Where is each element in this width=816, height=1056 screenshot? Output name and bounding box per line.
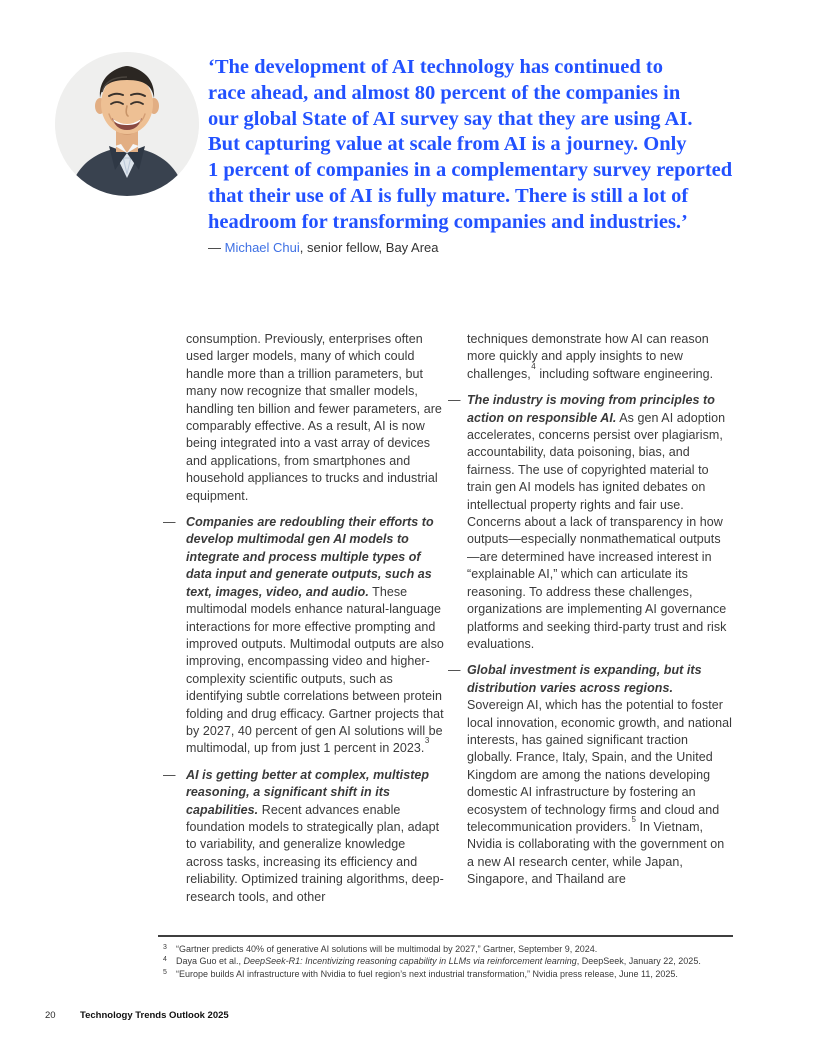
footnote-text: “Europe builds AI infrastructure with Nvidia to fuel region’s next industrial transformation,” Nvidia press release, June 11, 2025. <box>176 968 678 979</box>
quote-attribution <box>208 240 439 256</box>
pull-quote <box>208 55 773 236</box>
report-title: Technology Trends Outlook 2025 <box>80 1010 229 1021</box>
bullet-lead: Global investment is expanding, but its distribution varies across regions. <box>467 663 702 695</box>
attribution-dash: — <box>208 240 225 255</box>
footnote-marker-4: 4 <box>531 361 536 371</box>
bullet-rest: Recent advances enable foundation models to strategically plan, adapt to variability, and generalize knowledge across tasks, increasing its efficiency and reliability. Optimized training algorithms, deep-research tools, and other <box>186 802 444 904</box>
footnote-4 <box>163 955 741 967</box>
body-column-right <box>448 331 732 898</box>
footnote-text <box>176 955 701 967</box>
bullet-dash: — <box>448 393 461 408</box>
footnote-text: “Gartner predicts 40% of generative AI solutions will be multimodal by 2027,” Gartner, September 9, 2024. <box>176 944 598 954</box>
bullet-text <box>186 514 445 758</box>
bullet-text <box>467 392 732 653</box>
footnote-number: 5 <box>163 968 167 976</box>
author-role: , senior fellow, Bay Area <box>299 240 439 255</box>
quote-line: our global State of AI survey say that they are using AI. <box>208 107 693 130</box>
footnote-marker-5: 5 <box>631 814 636 824</box>
quote-line: headroom for transforming companies and industries.’ <box>208 210 688 233</box>
paragraph-text: techniques demonstrate how AI can reason more quickly and apply insights to new challenges, <box>467 332 709 381</box>
quote-line: ‘The development of AI technology has continued to <box>208 56 664 78</box>
footnote-number: 3 <box>163 944 167 951</box>
body-column-left <box>163 331 445 915</box>
quote-line: that their use of AI is fully mature. There is still a lot of <box>208 184 689 207</box>
bullet-dash: — <box>163 515 176 530</box>
footnote-citation-title: DeepSeek-R1: Incentivizing reasoning capability in LLMs via reinforcement learning <box>243 956 577 967</box>
bullet-responsible-ai <box>448 392 732 653</box>
footnote-5 <box>163 968 741 980</box>
bullet-dash: — <box>448 663 461 678</box>
bullet-multimodal <box>163 514 445 758</box>
page-footer <box>45 1010 229 1022</box>
quote-line: 1 percent of companies in a complementary survey reported <box>208 159 733 182</box>
footnotes <box>163 943 741 980</box>
footnote-divider <box>158 935 733 937</box>
bullet-global-investment <box>448 662 732 888</box>
footnote-number: 4 <box>163 956 167 964</box>
footnote-3 <box>163 943 741 955</box>
portrait-illustration <box>55 52 199 196</box>
page-number: 20 <box>45 1010 56 1021</box>
bullet-rest: Sovereign AI, which has the potential to foster local innovation, economic growth, and national interests, has gained significant traction globally. France, Italy, Spain, and the United Kingdom are among the nations developing domestic AI infrastructure by fostering an ecosystem of technology firms and cloud and telecommunication providers. <box>467 698 733 834</box>
bullet-lead: The industry is moving from principles to action on responsible AI. <box>467 393 715 425</box>
quote-line: But capturing value at scale from AI is a journey. Only <box>208 133 687 156</box>
paragraph-text: including software engineering. <box>535 366 714 381</box>
footnote-marker-3: 3 <box>424 736 430 746</box>
author-link[interactable]: Michael Chui <box>224 240 300 255</box>
bullet-text <box>186 767 445 906</box>
quote-line: race ahead, and almost 80 percent of the companies in <box>208 81 681 104</box>
footnote-text-part: Daya Guo et al., <box>176 956 244 967</box>
paragraph-continuation: consumption. Previously, enterprises often used larger models, many of which could handle more than a trillion parameters, but many now recognize that smaller models, handling ten billion and fewer parameters, are comparably effective. As a result, AI is now being integrated into a vast array of devices and applications, from smartphones and household appliances to trucks and industrial equipment. <box>186 332 442 503</box>
portrait-photo <box>55 52 199 196</box>
bullet-lead: Companies are redoubling their efforts to develop multimodal gen AI models to integrate and process multiple types of data input and generate outputs, such as text, images, video, and audio. <box>186 515 434 599</box>
bullet-rest: As gen AI adoption accelerates, concerns persist over plagiarism, accountability, data poisoning, bias, and fairness. The use of copyrighted material to train gen AI models has ignited debates on intellectual property rights and fair use. Concerns about a lack of transparency in how outputs—especially nonmathematical outputs—are determined have increased interest in “explainable AI,” which can articulate its reasoning. To address these challenges, organizations are implementing AI governance platforms and seeking third-party trust and risk evaluations. <box>467 410 727 651</box>
bullet-rest: In Vietnam, Nvidia is collaborating with the government on a new AI research center, while Japan, Singapore, and Thailand are <box>467 819 725 887</box>
footnote-text-part: , DeepSeek, January 22, 2025. <box>576 956 701 967</box>
bullet-lead: AI is getting better at complex, multistep reasoning, a significant shift in its capabilities. <box>186 767 430 817</box>
bullet-reasoning <box>163 767 445 906</box>
bullet-dash: — <box>163 767 176 782</box>
paragraph-continuation <box>467 331 732 383</box>
bullet-text <box>467 662 732 888</box>
bullet-rest: These multimodal models enhance natural-language interactions for more effective prompting and improved outputs. Multimodal outputs are also improving, encompassing video and higher-complexity scientific outputs, such as identifying subtle correlations between protein folding and drug efficacy. Gartner projects that by 2027, 40 percent of gen AI solutions will be multimodal, up from just 1 percent in 2023. <box>186 584 444 756</box>
